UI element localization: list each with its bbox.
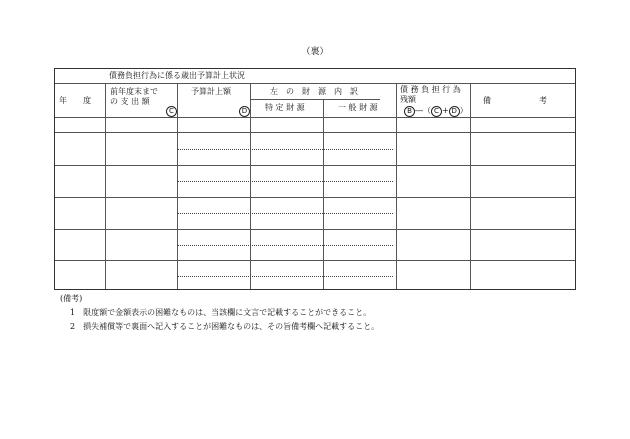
row-divider [55,260,575,261]
circled-d-mark: D [449,106,460,117]
note-item-1: 1 限度額で金額表示の困難なものは、当該欄に文言で記載することができること。 [70,308,372,317]
header-year: 年 度 [59,96,91,105]
circled-b-mark: B [404,106,415,117]
dotted-divider [177,276,393,277]
header-balance-line2: 残額 [400,95,416,104]
row-divider [55,83,575,84]
circled-d-mark: D [239,106,250,117]
note-item-2: 2 損失補償等で裏面へ記入することが困難なものは、その旨備考欄へ記載すること。 [70,322,380,331]
col-divider [105,83,106,289]
row-divider [55,165,575,166]
header-source: 左 の 財 源 内 訳 [270,87,358,96]
dotted-divider [177,245,393,246]
table-title: 債務負担行為に係る歳出予算計上状況 [109,71,245,80]
row-divider [55,197,575,198]
col-divider [177,83,178,289]
header-specific: 特 定 財 源 [265,103,305,112]
row-divider [55,229,575,230]
budget-table [54,68,576,290]
col-divider [323,99,324,289]
header-remarks: 備 考 [483,96,547,105]
header-general: 一 般 財 源 [338,103,378,112]
col-divider [470,83,471,289]
col-divider [396,83,397,289]
row-divider [55,132,575,133]
source-subdivider [250,99,380,100]
dotted-divider [177,181,393,182]
dotted-divider [177,149,393,150]
header-prior-line1: 前年度末まで [110,87,158,96]
header-balance-formula: B ―（ C + D ） [404,106,468,117]
notes-title: (備考) [60,294,83,303]
col-divider [250,83,251,289]
circled-c-mark: C [431,106,442,117]
circled-c-mark: C [166,106,177,117]
header-prior-line2: の 支 出 額 [110,97,150,106]
page-label: （裏） [301,47,329,57]
header-balance-line1: 債 務 負 担 行 為 [400,85,461,94]
dotted-divider [177,213,393,214]
row-divider [55,117,575,118]
header-budget: 予算計上額 [191,87,231,96]
